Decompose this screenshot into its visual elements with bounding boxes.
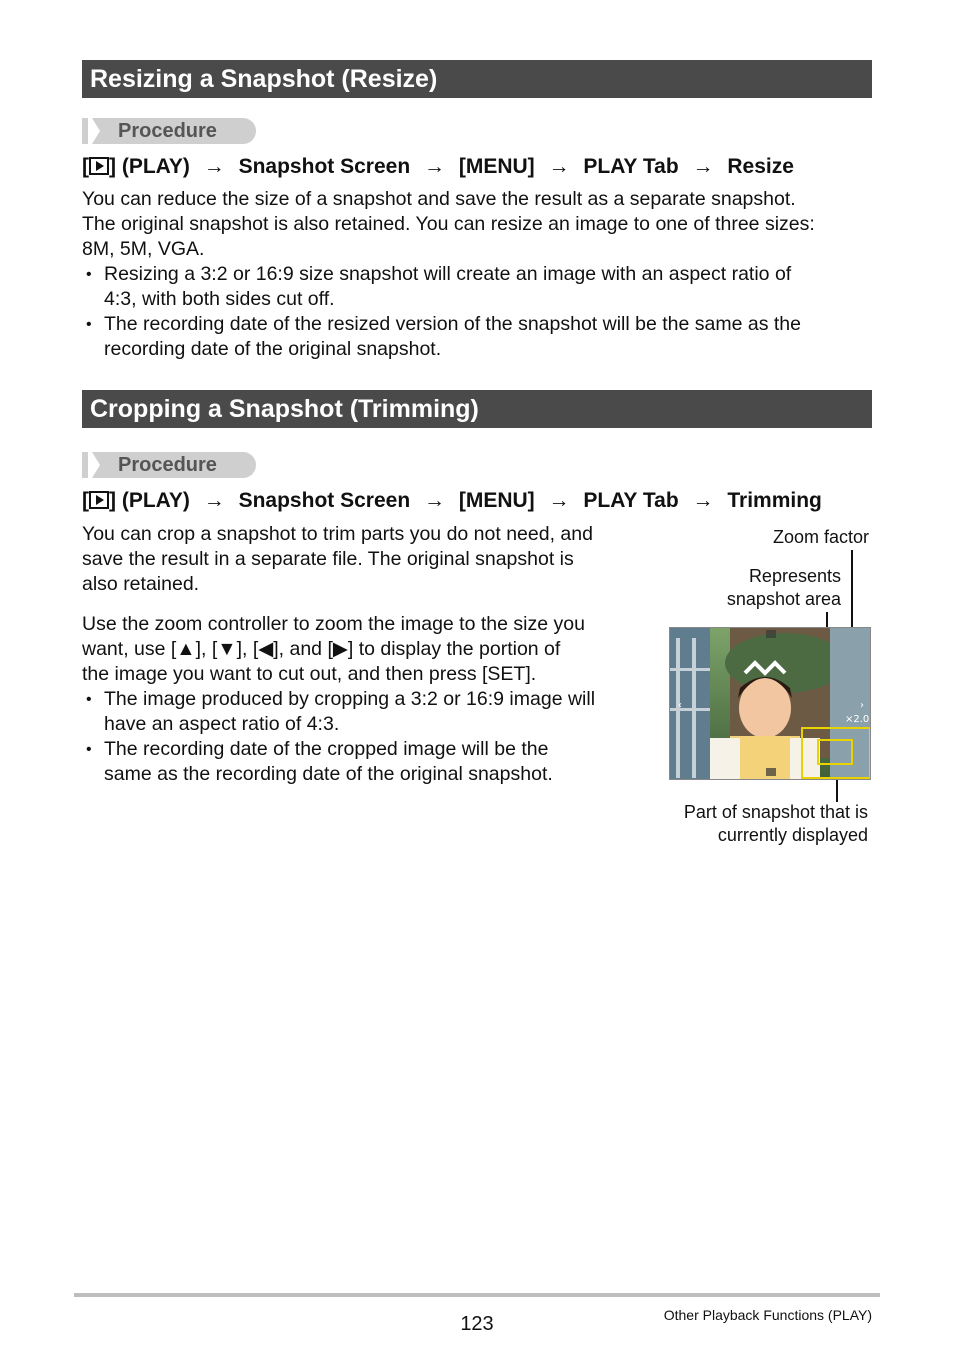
play-icon: [89, 157, 109, 175]
path-step-menu: [MENU]: [458, 155, 535, 178]
bullet-item: [82, 312, 801, 362]
section-title-trimming: Cropping a Snapshot (Trimming): [82, 390, 872, 428]
arrow-icon: →: [692, 155, 714, 178]
bullet-line: • The recording date of the cropped image will be the: [104, 738, 549, 760]
arrow-icon: →: [692, 489, 714, 512]
bullet-line: • The image produced by cropping a 3:2 or 16:9 image will: [104, 688, 596, 710]
bullet-line: • Resizing a 3:2 or 16:9 size snapshot will create an image with an aspect ratio of: [104, 263, 792, 285]
procedure-wedge-icon: [88, 452, 102, 478]
callout-line: Part of snapshot that is: [683, 802, 868, 822]
trimming-para-1: [82, 522, 593, 597]
arrow-icon: →: [203, 155, 225, 178]
bullet-line: recording date of the original snapshot.: [104, 338, 442, 360]
arrow-icon: →: [548, 489, 570, 512]
bullet-line: have an aspect ratio of 4:3.: [104, 713, 340, 735]
right-nav-icon: ›: [860, 700, 864, 711]
footer-section-name: Other Playback Functions (PLAY): [663, 1307, 872, 1323]
path-step-resize: Resize: [727, 155, 794, 178]
path-step-snapshot: Snapshot Screen: [238, 155, 411, 178]
arrow-icon: →: [424, 155, 445, 178]
body-line: You can reduce the size of a snapshot and save the result as a separate snapshot.: [82, 188, 796, 210]
path-bracket-open: [: [82, 489, 89, 512]
procedure-label: Procedure: [118, 120, 217, 142]
path-step-play: ] (PLAY): [109, 489, 190, 512]
callout-represents: [727, 565, 841, 611]
trimming-bullets: [82, 687, 595, 787]
arrow-icon: →: [424, 489, 445, 512]
footer-rule: [74, 1293, 880, 1297]
procedure-wedge-icon: [88, 118, 102, 144]
procedure-tab: [82, 452, 256, 478]
section-title-resize: Resizing a Snapshot (Resize): [82, 60, 872, 98]
bullet-item: [82, 262, 801, 312]
bullet-item: [82, 737, 595, 787]
snapshot-screen-image: [669, 627, 871, 780]
body-line: want, use [▲], [▼], [◀], and [▶] to display the portion of: [82, 638, 561, 660]
trimming-para-2: [82, 612, 585, 687]
path-step-play-tab: PLAY Tab: [583, 155, 679, 178]
play-icon: [89, 491, 109, 509]
path-step-trimming: Trimming: [727, 489, 822, 512]
resize-bullets: [82, 262, 801, 362]
procedure-label: Procedure: [118, 454, 217, 476]
resize-body: [82, 187, 815, 262]
callout-zoom-factor: Zoom factor: [772, 527, 869, 547]
path-step-snapshot: Snapshot Screen: [238, 489, 411, 512]
callout-line: Represents: [748, 566, 841, 586]
body-line: the image you want to cut out, and then press [SET].: [82, 663, 537, 685]
callout-line: snapshot area: [726, 589, 841, 609]
bottom-set-icon: [766, 768, 776, 776]
body-line: save the result in a separate file. The original snapshot is: [82, 548, 574, 570]
bullet-item: [82, 687, 595, 737]
left-nav-icon: ‹: [678, 700, 682, 711]
path-step-play: ] (PLAY): [109, 155, 190, 178]
path-bracket-open: [: [82, 155, 89, 178]
body-line: Use the zoom controller to zoom the image to the size you: [82, 613, 585, 635]
procedure-tab: [82, 118, 256, 144]
callout-part-displayed: [684, 801, 868, 847]
procedure-path: [82, 154, 882, 180]
body-line: The original snapshot is also retained. You can resize an image to one of three sizes:: [82, 213, 815, 235]
page-number: 123: [460, 1313, 494, 1335]
arrow-icon: →: [548, 155, 570, 178]
top-mode-icon: [766, 630, 776, 638]
snapshot-illustration: [670, 628, 871, 780]
bullet-line: • The recording date of the resized version of the snapshot will be the same as the: [104, 313, 801, 335]
zoom-readout: ×2.0: [845, 714, 870, 725]
procedure-path: [82, 488, 882, 514]
arrow-icon: →: [203, 489, 225, 512]
callout-line: currently displayed: [717, 825, 868, 845]
bullet-line: same as the recording date of the original snapshot.: [104, 763, 553, 785]
body-line: 8M, 5M, VGA.: [82, 238, 205, 260]
body-line: You can crop a snapshot to trim parts you do not need, and: [82, 523, 593, 545]
bullet-line: 4:3, with both sides cut off.: [104, 288, 335, 310]
body-line: also retained.: [82, 573, 200, 595]
path-step-menu: [MENU]: [458, 489, 535, 512]
path-step-play-tab: PLAY Tab: [583, 489, 679, 512]
